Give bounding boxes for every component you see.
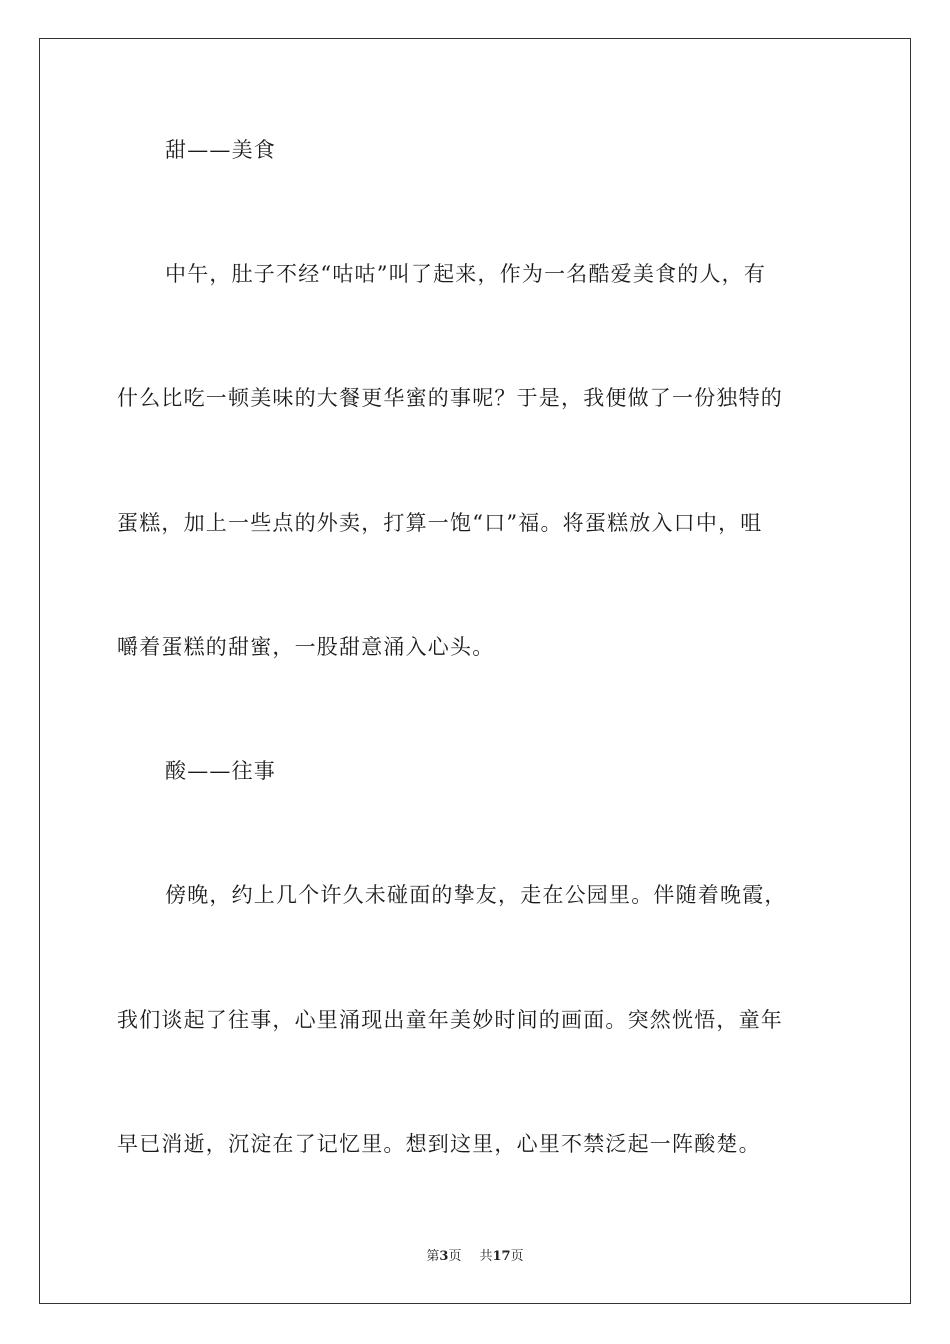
page-footer — [0, 1248, 950, 1266]
page-number: 3 — [439, 1249, 449, 1264]
page-suffix: 页 — [448, 1249, 462, 1264]
page-prefix: 第 — [426, 1249, 440, 1264]
total-pages: 17 — [492, 1249, 511, 1264]
section-heading-sour: 酸——往事 — [165, 759, 276, 783]
paragraph-line: 傍晚，约上几个许久未碰面的挚友，走在公园里。伴随着晚霞， — [165, 883, 787, 907]
paragraph-line: 早已消逝，沉淀在了记忆里。想到这里，心里不禁泛起一阵酸楚。 — [117, 1132, 761, 1156]
paragraph-line: 嚼着蛋糕的甜蜜，一股甜意涌入心头。 — [117, 635, 495, 659]
paragraph-line: 中午，肚子不经“咕咕”叫了起来，作为一名酷爱美食的人，有 — [165, 262, 767, 286]
section-heading-sweet: 甜——美食 — [165, 138, 276, 162]
page-border — [39, 38, 911, 1304]
paragraph-line: 什么比吃一顿美味的大餐更华蜜的事呢？于是，我便做了一份独特的 — [117, 386, 783, 410]
paragraph-line: 我们谈起了往事，心里涌现出童年美妙时间的画面。突然恍悟，童年 — [117, 1008, 783, 1032]
total-suffix: 页 — [510, 1249, 524, 1264]
paragraph-line: 蛋糕，加上一些点的外卖，打算一饱“口”福。将蛋糕放入口中，咀 — [117, 511, 763, 535]
total-prefix: 共 — [479, 1249, 493, 1264]
